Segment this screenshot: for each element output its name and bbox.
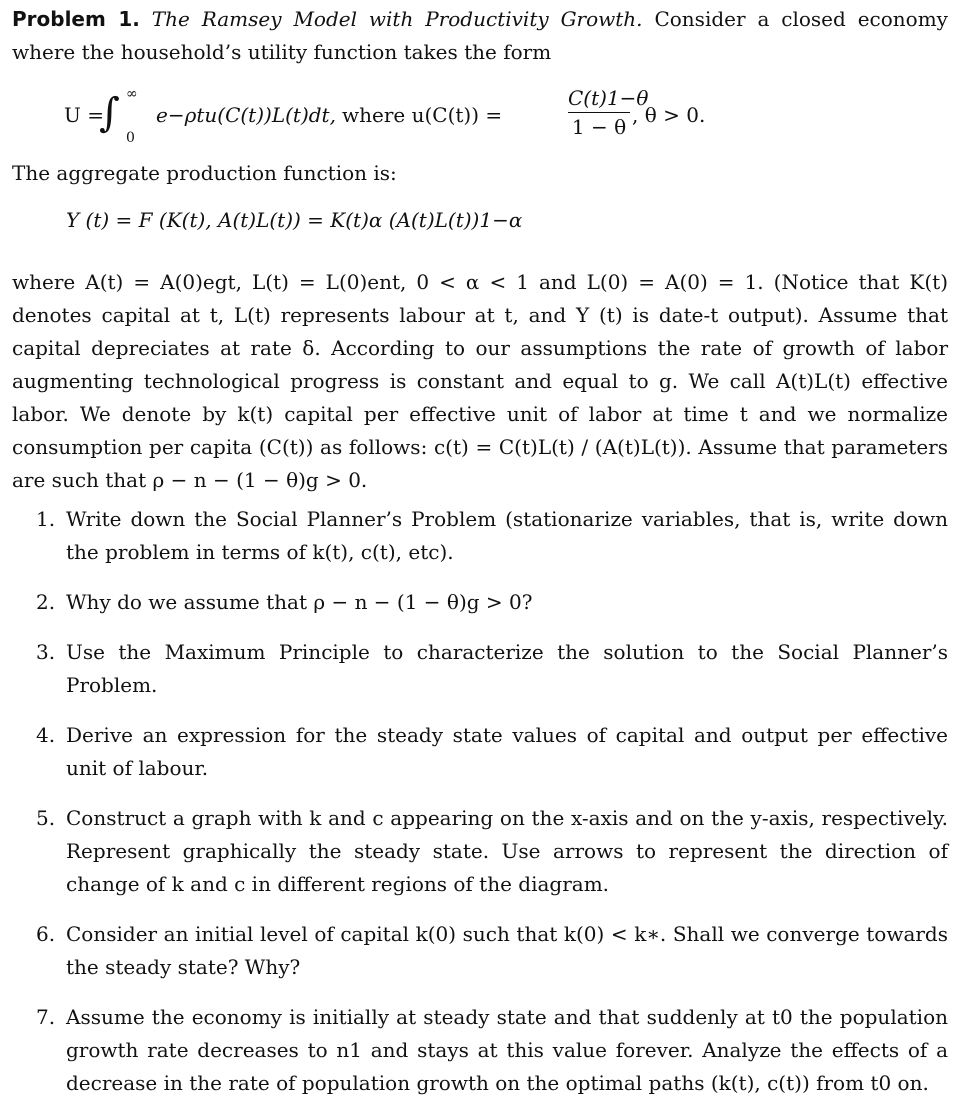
problem-title: The Ramsey Model with Productivity Growth. — [151, 7, 643, 31]
question-text: Derive an expression for the steady state values of capital and output per effective unit of labour. — [66, 723, 948, 780]
question-text: Construct a graph with k and c appearing on the x-axis and on the y-axis, respectively. Represent graphically the steady state. Use arrows to represent the direction of change of k and c in different regions of the diagram. — [66, 806, 948, 896]
question-item — [36, 918, 948, 984]
problem-intro-text: Consider a closed economy where the household’s utility function takes the form — [12, 7, 948, 64]
question-number: 6. — [36, 922, 56, 946]
utility-integrand: e−ρtu(C(t))L(t)dt, — [156, 103, 336, 127]
question-number: 5. — [36, 806, 56, 830]
question-number: 2. — [36, 590, 56, 614]
question-item — [36, 636, 948, 702]
question-item — [36, 802, 948, 901]
question-item — [36, 586, 948, 619]
question-number: 1. — [36, 507, 56, 531]
utility-where-text: where u(C(t)) = — [342, 103, 503, 127]
question-text: Write down the Social Planner’s Problem (stationarize variables, that is, write down the problem in terms of k(t), c(t), etc). — [66, 507, 948, 564]
integral-lower-limit: 0 — [126, 130, 135, 146]
assumptions-paragraph: where A(t) = A(0)egt, L(t) = L(0)ent, 0 < α < 1 and L(0) = A(0) = 1. (Notice that K(t) denotes capital at t, L(t) represents labour at t, and Y (t) is date-t output). Assume that capital depreciates at rate δ. According to our assumptions the rate of growth of labor augmenting technological progress is constant and equal to g. We call A(t)L(t) effective labor. We denote by k(t) capital per effective unit of labor at time t and we normalize consumption per capita (C(t)) as follows: c(t) = C(t)L(t) / (A(t)L(t)). Assume that parameters are such that ρ − n − (1 − θ)g > 0. — [12, 270, 948, 492]
integral-sign: ∫ — [99, 90, 120, 136]
question-number: 7. — [36, 1005, 56, 1029]
questions-list — [36, 503, 948, 1100]
utility-fraction-denominator: 1 − θ — [571, 115, 627, 139]
utility-fraction — [568, 84, 649, 141]
utility-lhs: U = — [64, 103, 104, 127]
utility-fraction-numerator: C(t)1−θ — [568, 84, 630, 113]
problem-label: Problem 1. — [12, 7, 140, 31]
production-equation: Y (t) = F (K(t), A(t)L(t)) = K(t)α (A(t)L(t))1−α — [66, 208, 523, 232]
question-item — [36, 719, 948, 785]
question-text: Use the Maximum Principle to characterize the solution to the Social Planner’s Problem. — [66, 640, 948, 697]
question-text: Why do we assume that ρ − n − (1 − θ)g > 0? — [66, 590, 533, 614]
integral-upper-limit: ∞ — [126, 86, 138, 102]
question-item — [36, 1001, 948, 1100]
question-text: Assume the economy is initially at steady state and that suddenly at t0 the population growth rate decreases to n1 and stays at this value forever. Analyze the effects of a decrease in the rate of population growth on the optimal paths (k(t), c(t)) from t0 on. — [66, 1005, 948, 1095]
utility-equation — [64, 84, 944, 146]
question-number: 3. — [36, 640, 56, 664]
production-intro: The aggregate production function is: — [12, 161, 397, 185]
question-item — [36, 503, 948, 569]
question-text: Consider an initial level of capital k(0) such that k(0) < k∗. Shall we converge towards the steady state? Why? — [66, 922, 948, 979]
problem-intro-paragraph — [12, 3, 948, 69]
question-number: 4. — [36, 723, 56, 747]
utility-condition: , θ > 0. — [632, 103, 706, 127]
